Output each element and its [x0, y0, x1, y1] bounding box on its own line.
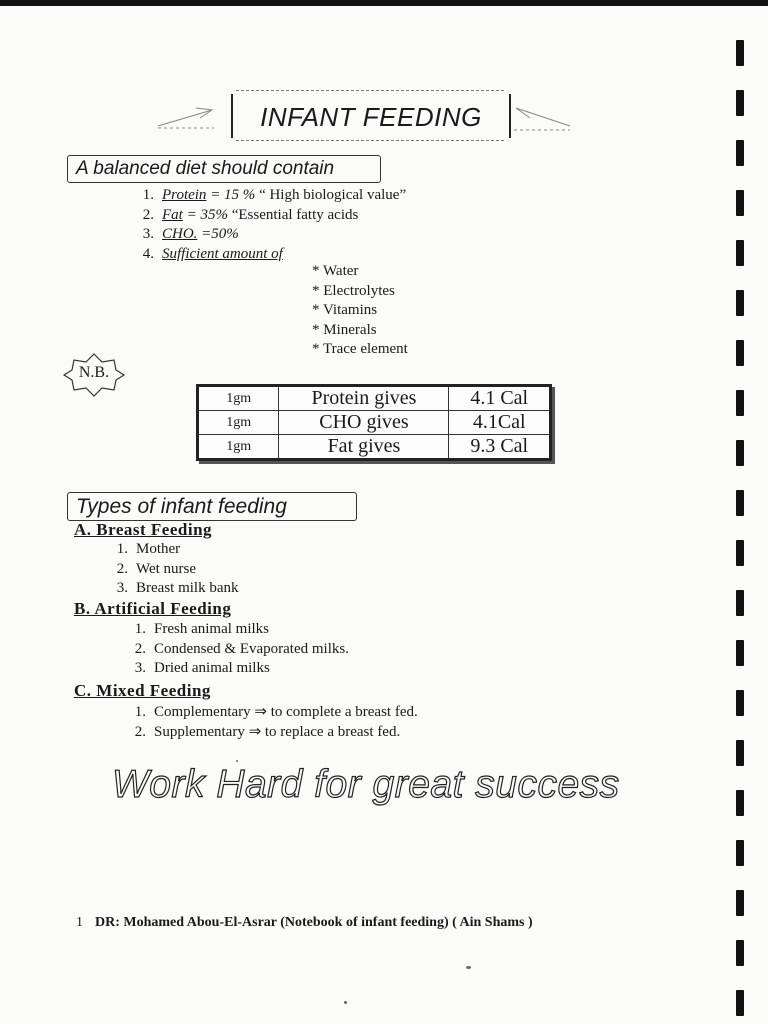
list-item: * Electrolytes: [312, 282, 395, 299]
binding-hole: [736, 740, 744, 766]
diet-item-label: Sufficient amount of: [162, 245, 283, 262]
scan-speck: [344, 1001, 347, 1004]
list-item: [120, 620, 349, 640]
table-cell: 1gm: [198, 386, 279, 411]
diet-item-label: Protein: [162, 187, 207, 203]
list-item-text: Mother: [136, 541, 181, 557]
diet-item-note: “Essential fatty acids: [227, 206, 359, 223]
binding-hole: [736, 940, 744, 966]
table-row: [198, 435, 551, 460]
motto-banner: Work Hard for great success: [112, 763, 620, 806]
binding-hole: [736, 490, 744, 516]
sufficient-amount-list: [312, 262, 408, 360]
binding-hole: [736, 690, 744, 716]
binding-hole: [736, 190, 744, 216]
diet-item-number: 3.: [142, 226, 154, 242]
table-cell: CHO gives: [279, 411, 449, 435]
table-cell: 1gm: [198, 411, 279, 435]
binding-hole: [736, 640, 744, 666]
scan-top-edge: [0, 0, 768, 6]
diet-item-number: 1.: [142, 187, 154, 203]
list-item: [102, 579, 238, 599]
nb-badge: [62, 352, 126, 398]
list-item-text: Supplementary ⇒ to replace a breast fed.: [154, 723, 401, 740]
binding-hole: [736, 340, 744, 366]
diet-item: [128, 186, 406, 206]
list-item: [120, 659, 349, 679]
binding-hole: [736, 140, 744, 166]
table-cell: Protein gives: [279, 386, 449, 411]
table-cell: 4.1 Cal: [449, 386, 551, 411]
binding-hole: [736, 590, 744, 616]
table-row: [198, 411, 551, 435]
scan-speck: [236, 760, 238, 762]
binding-hole: [736, 290, 744, 316]
table-cell: Fat gives: [279, 435, 449, 460]
list-item: [120, 723, 418, 743]
diet-item-number: 4.: [142, 245, 154, 262]
diet-item: [128, 206, 406, 226]
binding-hole: [736, 790, 744, 816]
scan-speck: [466, 966, 471, 969]
binding-hole: [736, 840, 744, 866]
page-title: INFANT FEEDING: [260, 102, 482, 132]
list-item-text: Dried animal milks: [154, 660, 270, 676]
list-item-number: 1.: [134, 704, 146, 720]
list-item: [120, 640, 349, 660]
list-item: * Trace element: [312, 341, 408, 358]
diet-item-value: =50%: [197, 226, 239, 242]
mixed-feeding-list: [120, 703, 418, 742]
list-item-number: 2.: [134, 640, 146, 657]
list-item: * Vitamins: [312, 302, 378, 319]
binding-hole: [736, 540, 744, 566]
list-item-number: 2.: [116, 560, 128, 577]
diet-item-number: 2.: [142, 206, 154, 223]
types-heading: Types of infant feeding: [76, 495, 287, 518]
list-item-text: Fresh animal milks: [154, 621, 269, 637]
title-box: [231, 94, 511, 138]
diet-item-label: CHO.: [162, 226, 198, 242]
list-item: * Water: [312, 263, 359, 279]
artificial-feeding-list: [120, 620, 349, 679]
spiral-binding: [734, 40, 746, 1024]
types-heading-box: [67, 492, 357, 521]
list-item-number: 1.: [134, 621, 146, 637]
diet-item-value: = 35%: [182, 206, 228, 223]
binding-hole: [736, 240, 744, 266]
table-cell: 4.1Cal: [449, 411, 551, 435]
binding-hole: [736, 90, 744, 116]
list-item: [102, 540, 238, 560]
list-item-text: Breast milk bank: [136, 580, 239, 596]
list-item-number: 3.: [134, 660, 146, 676]
artificial-feeding-heading: B. Artificial Feeding: [74, 599, 232, 618]
list-item-number: 1.: [116, 541, 128, 557]
table-cell: 1gm: [198, 435, 279, 460]
list-item-text: Condensed & Evaporated milks.: [154, 640, 349, 657]
list-item: [120, 703, 418, 723]
list-item: [102, 560, 238, 580]
diet-list: [128, 186, 406, 264]
binding-hole: [736, 990, 744, 1016]
left-arrow-decoration: [156, 104, 216, 132]
nb-label: N.B.: [78, 364, 110, 381]
list-item: * Minerals: [312, 321, 377, 338]
diet-item-label: Fat: [162, 206, 183, 223]
title-bottom-rule: [236, 140, 504, 141]
diet-item: [128, 225, 406, 245]
breast-feeding-list: [102, 540, 238, 599]
list-item-number: 3.: [116, 580, 128, 596]
breast-feeding-heading: A. Breast Feeding: [74, 520, 213, 539]
mixed-feeding-heading: C. Mixed Feeding: [74, 681, 211, 700]
binding-hole: [736, 440, 744, 466]
table-row: [198, 386, 551, 411]
list-item-number: 2.: [134, 723, 146, 740]
binding-hole: [736, 890, 744, 916]
binding-hole: [736, 40, 744, 66]
diet-item-note: “ High biological value”: [255, 187, 407, 203]
diet-heading: A balanced diet should contain: [76, 158, 335, 179]
list-item-text: Wet nurse: [136, 560, 197, 577]
energy-table: [196, 384, 552, 461]
footer-citation: DR: Mohamed Abou-El-Asrar (Notebook of infant feeding) ( Ain Shams ): [95, 915, 533, 930]
binding-hole: [736, 390, 744, 416]
title-top-rule: [236, 90, 504, 91]
list-item-text: Complementary ⇒ to complete a breast fed.: [154, 704, 418, 720]
diet-item-value: = 15 %: [206, 187, 256, 203]
table-cell: 9.3 Cal: [449, 435, 551, 460]
diet-heading-box: [67, 155, 381, 183]
page-number: 1: [76, 915, 83, 930]
page-footer: [76, 915, 533, 931]
right-arrow-decoration: [512, 104, 572, 132]
